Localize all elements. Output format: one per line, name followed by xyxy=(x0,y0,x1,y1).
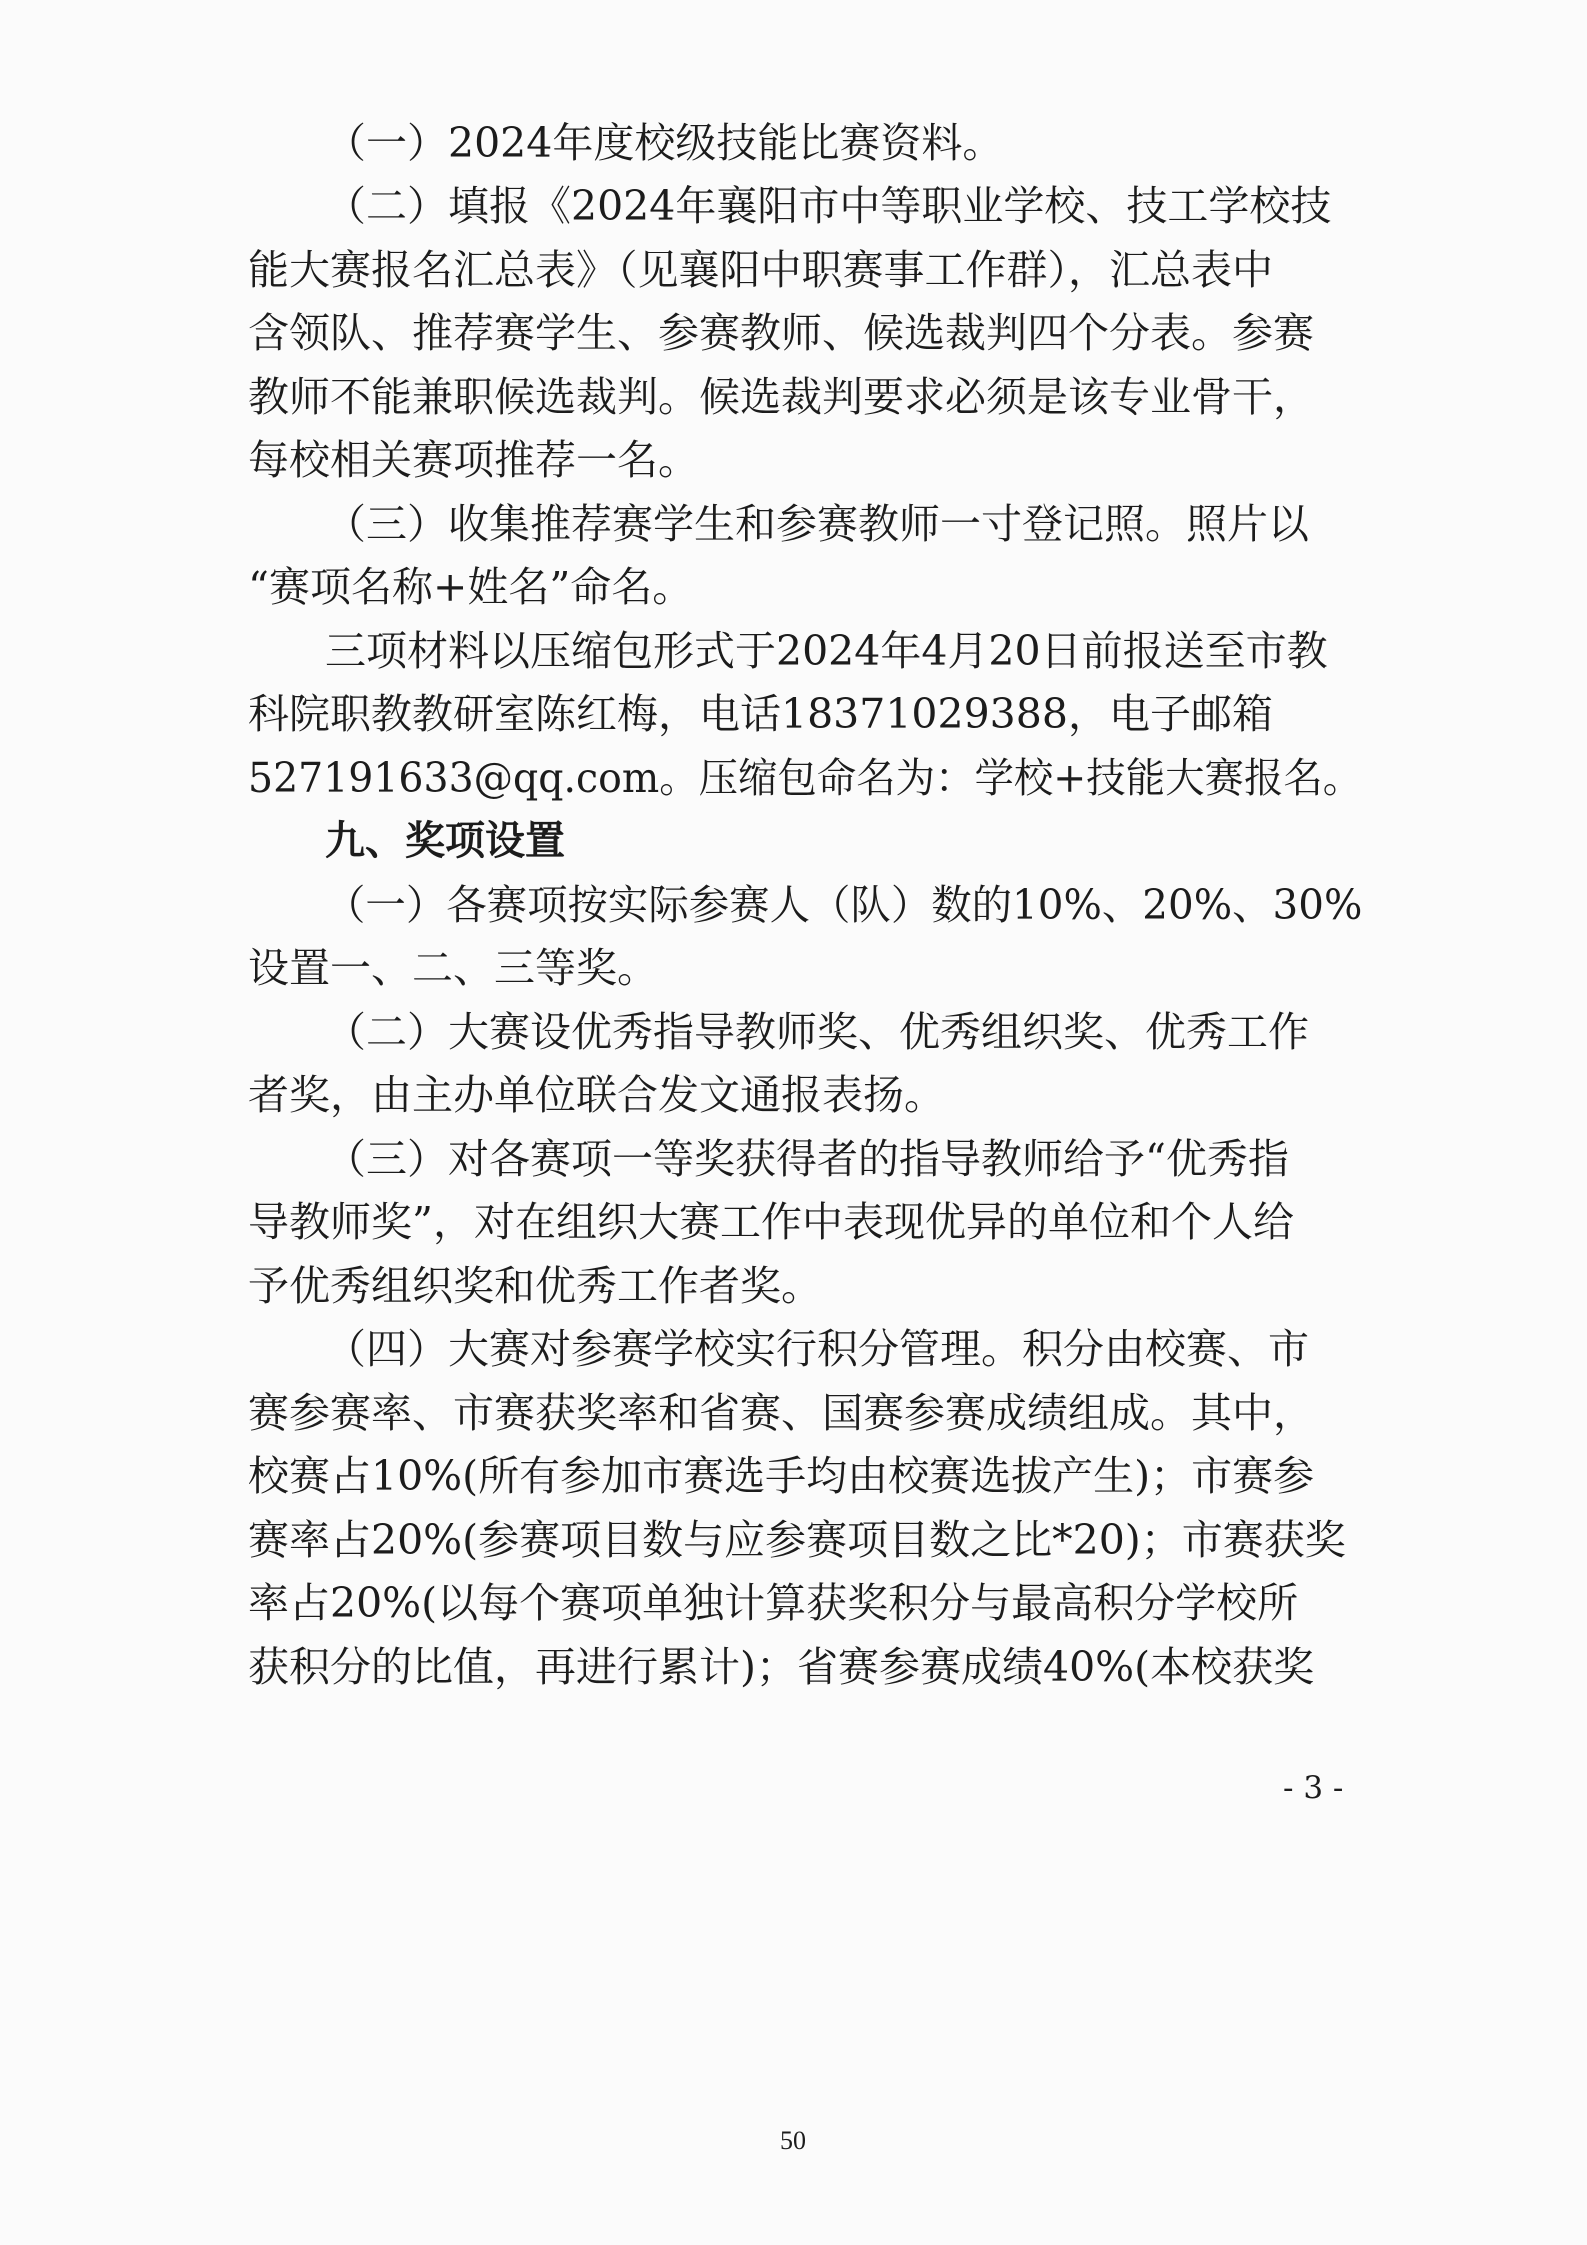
footer-number: 50 xyxy=(780,2126,806,2155)
para-points-system-line-2: 赛参赛率、市赛获奖率和省赛、国赛参赛成绩组成。其中， xyxy=(248,1389,1314,1437)
para-submission-line-2: 科院职教教研室陈红梅，电话18371029388，电子邮箱 xyxy=(248,690,1273,738)
para-registration-form-line-4: 教师不能兼职候选裁判。候选裁判要求必须是该专业骨干， xyxy=(248,373,1314,421)
para-instructor-award-line-2: 导教师奖”，对在组织大赛工作中表现优异的单位和个人给 xyxy=(248,1198,1294,1246)
para-submission-line-1: 三项材料以压缩包形式于2024年4月20日前报送至市教 xyxy=(325,627,1328,675)
para-award-tiers-line-1: （一）各赛项按实际参赛人（队）数的10%、20%、30% xyxy=(325,881,1363,929)
para-instructor-award-line-1: （三）对各赛项一等奖获得者的指导教师给予“优秀指 xyxy=(325,1135,1289,1183)
para-registration-form-line-3: 含领队、推荐赛学生、参赛教师、候选裁判四个分表。参赛 xyxy=(248,309,1314,357)
para-excellence-awards-line-2: 者奖，由主办单位联合发文通报表扬。 xyxy=(248,1071,945,1119)
para-registration-form-line-1: （二）填报《2024年襄阳市中等职业学校、技工学校技 xyxy=(325,182,1332,230)
para-photos-line-1: （三）收集推荐赛学生和参赛教师一寸登记照。照片以 xyxy=(325,500,1309,548)
para-photos-line-2: “赛项名称+姓名”命名。 xyxy=(248,563,694,611)
para-points-system-line-1: （四）大赛对参赛学校实行积分管理。积分由校赛、市 xyxy=(325,1325,1309,1373)
para-award-tiers-line-2: 设置一、二、三等奖。 xyxy=(248,944,658,992)
para-points-system-line-5: 率占20%(以每个赛项单独计算获奖积分与最高积分学校所 xyxy=(248,1579,1299,1627)
para-instructor-award-line-3: 予优秀组织奖和优秀工作者奖。 xyxy=(248,1262,822,1310)
para-points-system-line-3: 校赛占10%(所有参加市赛选手均由校赛选拔产生)；市赛参 xyxy=(248,1452,1315,1500)
para-points-system-line-6: 获积分的比值，再进行累计)；省赛参赛成绩40%(本校获奖 xyxy=(248,1643,1315,1691)
para-2024-school-competition-line-1: （一）2024年度校级技能比赛资料。 xyxy=(325,119,1004,167)
page-number: - 3 - xyxy=(1283,1770,1344,1806)
para-excellence-awards-line-1: （二）大赛设优秀指导教师奖、优秀组织奖、优秀工作 xyxy=(325,1008,1309,1056)
para-registration-form-line-2: 能大赛报名汇总表》（见襄阳中职赛事工作群），汇总表中 xyxy=(248,246,1273,294)
section-heading-awards: 九、奖项设置 xyxy=(325,818,565,864)
para-points-system-line-4: 赛率占20%(参赛项目数与应参赛项目数之比*20)；市赛获奖 xyxy=(248,1516,1346,1564)
para-submission-line-3: 527191633@qq.com。压缩包命名为：学校+技能大赛报名。 xyxy=(248,754,1363,802)
para-registration-form-line-5: 每校相关赛项推荐一名。 xyxy=(248,436,699,484)
